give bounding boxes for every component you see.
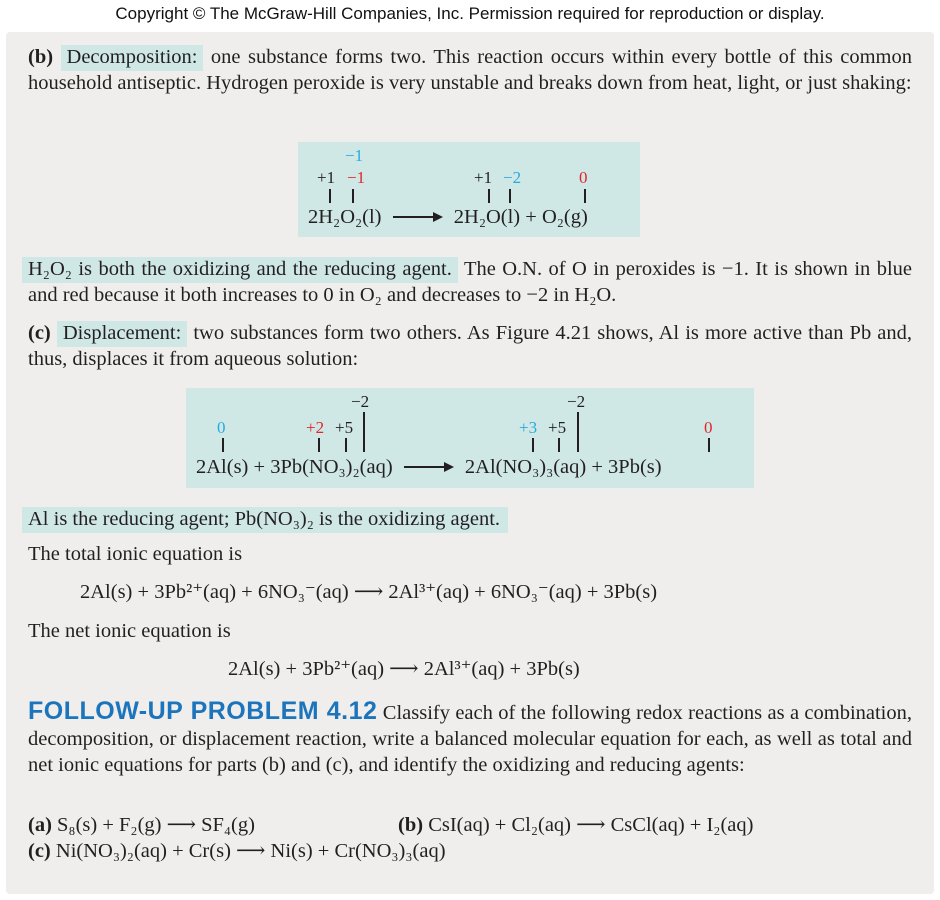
item-label: (c) [28, 840, 51, 862]
on-o2: 0 [579, 168, 588, 187]
reactant-h2o2: 2H₂O₂(l) [308, 206, 382, 228]
on-al3: +3 [519, 418, 538, 437]
on-pb: 0 [704, 418, 713, 437]
total-ionic-label: The total ionic equation is [28, 543, 243, 565]
part-b-note-text: The O.N. of O in peroxides is −1. It is shown in blue and red because it both increases to 0 in O₂ and decreases to −2 in H₂O. [28, 258, 912, 306]
on-h2o2-h: +1 [317, 168, 336, 187]
part-c-paragraph [28, 320, 912, 372]
part-b-paragraph [28, 44, 912, 96]
product-pb: 3Pb(s) [608, 456, 662, 478]
on-tick [532, 438, 534, 452]
reactant-pbno3: 3Pb(NO₃)₂(aq) [270, 456, 393, 478]
on-tick [222, 438, 224, 452]
item-equation: CsI(aq) + Cl₂(aq) ⟶ CsCl(aq) + I₂(aq) [428, 814, 754, 836]
plus-sign: + [253, 456, 266, 478]
product-o2: O₂(g) [541, 206, 588, 228]
reaction-arrow [393, 210, 443, 224]
total-ionic-equation: 2Al(s) + 3Pb²⁺(aq) + 6NO₃⁻(aq) ⟶ 2Al³⁺(aq) + 6NO₃⁻(aq) + 3Pb(s) [80, 581, 658, 603]
follow-up-title: FOLLOW-UP PROBLEM 4.12 [28, 697, 378, 725]
product-alno3: 2Al(NO₃)₃(aq) [464, 456, 587, 478]
on-tick [352, 189, 354, 203]
on-h2o-h: +1 [474, 168, 493, 187]
item-equation: S₈(s) + F₂(g) ⟶ SF₄(g) [57, 814, 255, 836]
on-h2o2-top: −1 [345, 146, 364, 165]
on-tick [318, 438, 320, 452]
plus-sign: + [591, 456, 603, 478]
part-c-note [28, 506, 912, 532]
plus-sign: + [525, 206, 537, 228]
part-b-note [28, 256, 912, 308]
on-pb2: +2 [306, 418, 325, 437]
follow-up-item-b [398, 812, 753, 837]
item-equation: Ni(NO₃)₂(aq) + Cr(s) ⟶ Ni(s) + Cr(NO₃)₃(aq) [55, 840, 446, 862]
follow-up-paragraph [28, 698, 912, 778]
on-tick [363, 412, 365, 452]
part-c-text: two substances form two others. As Figure 4.21 shows, Al is more active than Pb and, thus, displaces it from aqueous solution: [28, 322, 913, 370]
on-tick [584, 189, 586, 203]
on-tick [558, 438, 560, 452]
on-tick [488, 189, 490, 203]
item-label: (b) [398, 814, 424, 836]
on-tick [509, 189, 511, 203]
displacement-equation [196, 456, 662, 479]
reaction-arrow [404, 460, 454, 474]
on-n5-product: +5 [548, 418, 567, 437]
product-h2o: 2H₂O(l) [453, 206, 521, 228]
follow-up-item-c [28, 838, 446, 863]
follow-up-item-a [28, 812, 255, 837]
on-tick [577, 412, 579, 452]
follow-up-text: Classify each of the following redox reactions as a combination, decomposition, or displacement reaction, write a balanced molecular equation for each, as well as total and net ionic equations for parts (b) and (c), and identify the oxidizing and reducing agents: [28, 702, 913, 776]
decomposition-equation [308, 206, 588, 229]
on-alno3-o: −2 [567, 392, 586, 411]
on-tick [345, 438, 347, 452]
part-b-label: (b) [28, 46, 54, 68]
on-h2o2-o: −1 [347, 168, 366, 187]
part-b-heading: Decomposition: [61, 45, 204, 71]
part-b-text: one substance forms two. This reaction occurs within every bottle of this common household antiseptic. Hydrogen peroxide is very unstable and breaks down from heat, light, or just shaking: [28, 46, 912, 94]
on-n5: +5 [335, 418, 354, 437]
copyright-notice: Copyright © The McGraw-Hill Companies, Inc. Permission required for reproduction or display. [115, 4, 825, 23]
reactant-al: 2Al(s) [196, 456, 249, 478]
part-b-note-highlight: H₂O₂ is both the oxidizing and the reducing agent. [22, 257, 458, 283]
net-ionic-label: The net ionic equation is [28, 620, 231, 642]
on-tick [329, 189, 331, 203]
net-ionic-equation: 2Al(s) + 3Pb²⁺(aq) ⟶ 2Al³⁺(aq) + 3Pb(s) [228, 658, 580, 680]
on-h2o-o: −2 [503, 168, 522, 187]
item-label: (a) [28, 814, 52, 836]
part-c-heading: Displacement: [57, 321, 187, 347]
part-c-label: (c) [28, 322, 51, 344]
part-c-note-highlight: Al is the reducing agent; Pb(NO₃)₂ is the oxidizing agent. [22, 507, 508, 533]
on-tick [708, 438, 710, 452]
on-pbno3-o: −2 [351, 392, 370, 411]
on-al: 0 [217, 418, 226, 437]
